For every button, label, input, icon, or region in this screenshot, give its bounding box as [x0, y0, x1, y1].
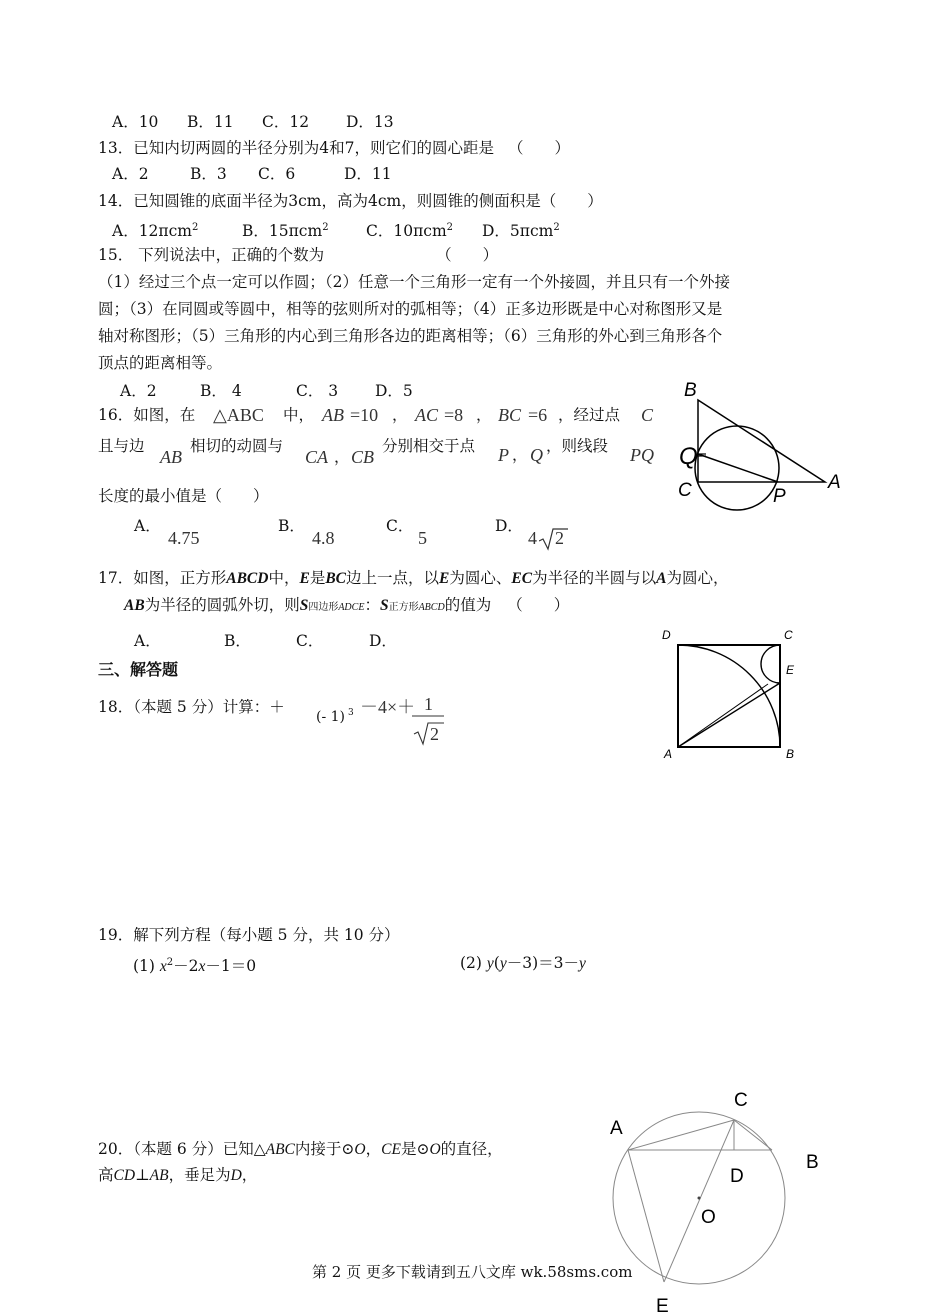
- side-ab: AB: [160, 447, 182, 467]
- label-b: B: [806, 1152, 819, 1173]
- answer-paren: （ ）: [436, 246, 499, 264]
- q15-text: 15． 下列说法中，正确的个数为: [98, 246, 325, 264]
- area-symbol: S: [299, 597, 309, 614]
- q17-line-2: [124, 595, 569, 618]
- option-c: C．: [386, 517, 414, 535]
- q13-text: 13．已知内切两圆的半径分别为4和7，则它们的圆心距是: [98, 139, 494, 157]
- center-dot: [698, 1197, 701, 1200]
- q20-text-1: 20．（本题 6 分）已知△: [98, 1140, 266, 1158]
- segment-pq: [698, 454, 778, 482]
- option-a: A．: [134, 632, 161, 650]
- label-b: B: [684, 380, 697, 401]
- semicircle-e: [761, 645, 780, 683]
- value-8: =8: [444, 405, 464, 425]
- foot-d: D: [230, 1167, 242, 1184]
- variable-x: x: [159, 958, 167, 976]
- option-b: B．11: [187, 113, 234, 131]
- option-b: B．3: [190, 165, 227, 183]
- segment-ec: EC: [511, 570, 533, 587]
- label-a: A: [610, 1118, 623, 1139]
- q16-text-5: 相切的动圆与: [190, 437, 284, 455]
- label-d: D: [662, 628, 671, 642]
- q17-line-1: [98, 568, 728, 589]
- q15-stem: [98, 245, 498, 265]
- q17-text-1: 17．如图，正方形: [98, 569, 227, 587]
- ratio-colon: ：: [364, 596, 380, 614]
- label-a: A: [664, 747, 673, 761]
- label-e: E: [656, 1296, 669, 1316]
- option-d: D．5: [375, 382, 413, 400]
- segment-ab: AB: [124, 597, 145, 614]
- diameter-ce: [664, 1120, 734, 1282]
- paren: (: [493, 954, 500, 972]
- q16-text-6: 分别相交于点: [382, 437, 476, 455]
- q17-text-2: 中，: [268, 569, 300, 587]
- label-b: B: [786, 747, 795, 761]
- point-e: E: [439, 570, 450, 587]
- side-ac: AC: [415, 405, 439, 425]
- side-ac: [628, 1120, 734, 1150]
- option-a-value: 4.75: [168, 528, 200, 548]
- segment-ae: [628, 1150, 664, 1282]
- option-b: B．: [224, 632, 251, 650]
- comma: ，: [512, 446, 528, 464]
- square-abcd: [678, 645, 780, 747]
- neg-one: (- 1): [316, 709, 346, 725]
- label-e: E: [786, 663, 795, 677]
- term: －1＝0: [205, 957, 257, 976]
- option-b-text: B．15πcm: [242, 222, 323, 241]
- point-e: E: [299, 570, 310, 587]
- variable-y: y: [579, 955, 586, 972]
- perp-symbol: ⊥: [135, 1166, 150, 1184]
- q20-line-1: [98, 1139, 503, 1160]
- side-ca: CA: [305, 447, 329, 467]
- comma: ，: [334, 448, 350, 466]
- comma: ，: [365, 1140, 382, 1158]
- q16-text-1: 16．如图，在: [98, 406, 196, 424]
- q17-text-3: 是: [309, 569, 326, 587]
- triangle-abc: ABC: [265, 1141, 295, 1158]
- answer-paren: （ ）: [507, 596, 570, 614]
- part-label: (2): [460, 954, 487, 972]
- option-a: A．2: [112, 165, 149, 183]
- option-d: D．: [495, 517, 523, 535]
- comma: ，: [392, 406, 408, 424]
- q16-text-4: 且与边: [98, 437, 145, 455]
- side-bc: BC: [325, 570, 347, 587]
- subscript-quadrilateral: 四边形: [308, 602, 339, 613]
- q16-text-8: 长度的最小值是（ ）: [98, 487, 269, 505]
- option-c: C．12: [262, 113, 310, 131]
- variable-y: y: [486, 955, 494, 972]
- option-b-value: 4.8: [312, 528, 335, 548]
- point-a: A: [656, 570, 667, 587]
- square-abcd: ABCD: [226, 570, 269, 587]
- sqrt-symbol: [539, 527, 569, 551]
- option-c: C．6: [258, 165, 296, 183]
- option-d-value: 4: [528, 528, 537, 548]
- side-ab: AB: [149, 1167, 169, 1184]
- q16-text-7: ，则线段: [546, 437, 609, 455]
- q19-text: 19．解下列方程（每小题 5 分，共 10 分）: [98, 926, 400, 944]
- center-o: O: [354, 1141, 366, 1158]
- sqrt-argument: 2: [555, 528, 564, 548]
- label-d: D: [730, 1166, 744, 1187]
- q17-figure: [658, 624, 808, 766]
- q19-part-1: [133, 953, 256, 977]
- subscript-abcd: ABCD: [418, 602, 445, 613]
- option-c-value: 5: [418, 528, 427, 548]
- part-label: (1): [133, 957, 160, 976]
- area-symbol: S: [379, 597, 389, 614]
- q18-text: 18．（本题 5 分）计算：＋: [98, 698, 285, 716]
- option-a: A．: [134, 517, 161, 535]
- option-b: B． 4: [200, 382, 242, 400]
- comma: ，: [241, 1166, 258, 1184]
- superscript: 2: [191, 222, 199, 233]
- side-cb: CB: [351, 447, 375, 467]
- fraction-bar-sqrt: [412, 714, 446, 748]
- fraction-denominator: 2: [430, 724, 439, 744]
- option-c: C． 3: [296, 382, 339, 400]
- label-c: C: [678, 480, 692, 501]
- q15-line-3: 轴对称图形；（5）三角形的内心到三角形各边的距离相等；（6）三角形的外心到三角形各个: [98, 327, 723, 345]
- q20-text-5: 高: [98, 1166, 114, 1184]
- option-b: [242, 218, 329, 241]
- q16-text-2: 中，: [283, 406, 315, 424]
- diameter-ce: CE: [381, 1141, 401, 1158]
- label-c: C: [784, 628, 793, 642]
- q20-text-4: 的直径，: [440, 1140, 503, 1158]
- q15-line-2: 圆；（3）在同圆或等圆中，相等的弦则所对的弧相等；（4）正多边形既是中心对称图形又是: [98, 300, 723, 318]
- triangle-abc: [698, 400, 825, 482]
- label-p: P: [773, 486, 786, 507]
- arc-a: [678, 645, 780, 747]
- triangle-abc: △ABC: [213, 405, 264, 425]
- point-q: Q: [530, 445, 543, 465]
- q17-text-5: 为圆心、: [449, 569, 512, 587]
- option-d: D．11: [344, 165, 392, 183]
- section-heading: 三、解答题: [98, 660, 179, 679]
- value-6: =6: [528, 405, 548, 425]
- point-p: P: [498, 445, 509, 465]
- option-d: D．13: [346, 113, 394, 131]
- exponent: 3: [348, 708, 354, 718]
- q18-operator: －4×＋: [360, 697, 416, 717]
- option-c: C．: [296, 632, 324, 650]
- q15-line-1: （1）经过三个点一定可以作圆；（2）任意一个三角形一定有一个外接圆，并且只有一个外接: [98, 273, 730, 291]
- q20-text-2: 内接于⊙: [294, 1140, 355, 1158]
- q13-stem: [98, 138, 570, 158]
- superscript: 2: [446, 222, 454, 233]
- option-a: A．2: [120, 382, 157, 400]
- altitude-cd: CD: [113, 1167, 136, 1184]
- option-c: [366, 218, 453, 241]
- option-a-text: A．12πcm: [112, 222, 192, 241]
- q20-text-6: ，垂足为: [168, 1166, 231, 1184]
- variable-x: x: [198, 958, 206, 976]
- side-bc: [734, 1120, 772, 1150]
- q20-line-2: [98, 1165, 257, 1186]
- option-d: [482, 218, 560, 241]
- q15-line-4: 顶点的距离相等。: [98, 354, 223, 372]
- q19-part-2: [460, 953, 586, 974]
- q17-text-9: 的值为: [444, 596, 492, 614]
- option-a: A．10: [112, 113, 159, 131]
- page-footer: 第 2 页 更多下载请到五八文库 wk.58sms.com: [312, 1263, 633, 1281]
- option-a: [112, 218, 198, 241]
- label-o: O: [701, 1207, 716, 1228]
- term: －2: [173, 957, 199, 976]
- superscript: 2: [553, 222, 560, 233]
- segment-pq: PQ: [630, 445, 654, 465]
- side-bc: BC: [498, 405, 522, 425]
- center-o: O: [429, 1141, 441, 1158]
- variable-y: y: [499, 955, 507, 972]
- q14-stem: 14．已知圆锥的底面半径为3cm，高为4cm，则圆锥的侧面积是（ ）: [98, 192, 603, 210]
- q17-text-6: 为半径的半圆与以: [532, 569, 657, 587]
- option-d: D．: [369, 632, 397, 650]
- q16-text-3: ，经过点: [558, 406, 621, 424]
- side-ab: AB: [322, 405, 344, 425]
- q17-text-4: 边上一点，以: [346, 569, 440, 587]
- q16-figure: [670, 372, 860, 512]
- option-c-text: C．10πcm: [366, 222, 447, 241]
- q20-text-3: 是⊙: [400, 1140, 430, 1158]
- subscript-adce: ADCE: [338, 602, 365, 613]
- value-10: =10: [350, 405, 379, 425]
- option-b: B．: [278, 517, 305, 535]
- label-a: A: [828, 472, 841, 493]
- term: －3)＝3－: [506, 954, 580, 972]
- segment-ae: [678, 683, 780, 747]
- label-q: Q: [679, 443, 698, 470]
- point-c: C: [641, 405, 654, 425]
- q20-figure: [600, 1082, 840, 1316]
- answer-paren: （ ）: [507, 139, 570, 157]
- superscript: 2: [322, 222, 329, 233]
- superscript: 2: [166, 957, 174, 968]
- q17-text-7: 为圆心，: [666, 569, 729, 587]
- subscript-square: 正方形: [388, 602, 419, 613]
- fraction-numerator: 1: [424, 694, 433, 714]
- option-d-text: D．5πcm: [482, 222, 554, 241]
- q17-text-8: 为半径的圆弧外切，则: [144, 596, 300, 614]
- comma: ，: [476, 406, 492, 424]
- label-c: C: [734, 1090, 748, 1111]
